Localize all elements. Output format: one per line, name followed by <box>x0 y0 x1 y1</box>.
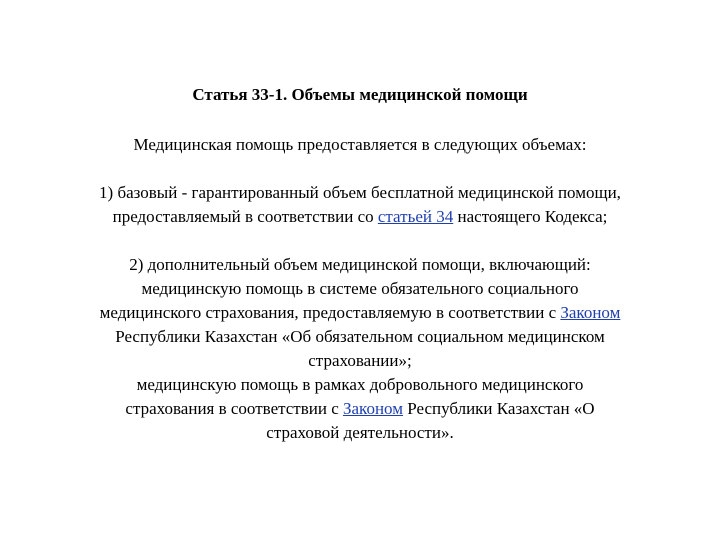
item3-line-1: медицинскую помощь в рамках добровольного медицинского <box>136 375 584 394</box>
item3-text-after-link: Республики Казахстан «О <box>403 399 595 418</box>
item-basic-volume <box>40 181 680 229</box>
item2-line-3 <box>40 301 680 325</box>
item2-line-4: Республики Казахстан «Об обязательном социальном медицинском <box>115 327 605 346</box>
item2-line-2: медицинскую помощь в системе обязательного социального <box>141 279 579 298</box>
law-link-mandatory-insurance[interactable]: Законом <box>560 303 621 322</box>
item2-line-5: страховании»; <box>308 351 412 370</box>
intro-paragraph <box>40 133 680 157</box>
law-link-insurance-activity[interactable]: Законом <box>343 399 403 418</box>
item1-line-1: 1) базовый - гарантированный объем бесплатной медицинской помощи, <box>99 183 621 202</box>
item3-line-3: страховой деятельности». <box>266 423 454 442</box>
item-voluntary-insurance <box>40 373 680 445</box>
item1-text-before-link: предоставляемый в соответствии со <box>112 207 378 226</box>
item3-line-2 <box>40 397 680 421</box>
item-additional-volume <box>40 253 680 373</box>
article-34-link[interactable]: статьей 34 <box>377 207 454 226</box>
intro-line: Медицинская помощь предоставляется в следующих объемах: <box>133 135 587 154</box>
item2-line-1: 2) дополнительный объем медицинской помощи, включающий: <box>129 255 591 274</box>
item1-text-after-link: настоящего Кодекса; <box>453 207 608 226</box>
article-title: Статья 33-1. Объемы медицинской помощи <box>192 85 528 104</box>
item3-text-before-link: страхования в соответствии с <box>125 399 343 418</box>
item1-line-2 <box>40 205 680 229</box>
item2-text-before-link: медицинского страхования, предоставляемую в соответствии с <box>99 303 561 322</box>
